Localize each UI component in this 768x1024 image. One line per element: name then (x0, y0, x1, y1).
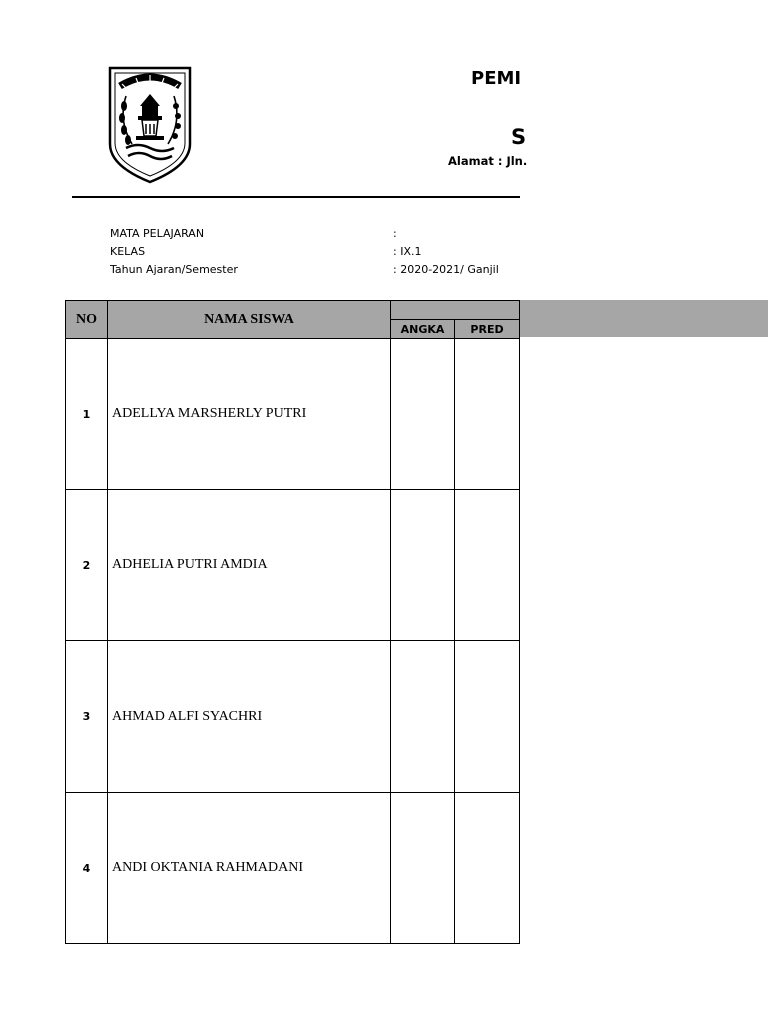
grade-cell[interactable] (454, 489, 520, 641)
row-number: 2 (65, 489, 108, 641)
school-address: Alamat : Jln. (448, 154, 528, 168)
subject-label: MATA PELAJARAN (110, 227, 205, 240)
grade-cell[interactable] (454, 792, 520, 944)
school-name: S (511, 125, 527, 149)
column-header-name: NAMA SISWA (107, 300, 391, 339)
row-number: 4 (65, 792, 108, 944)
grade-cell[interactable] (454, 338, 520, 490)
year-semester-value: : 2020-2021/ Ganjil (393, 263, 499, 276)
class-label: KELAS (110, 245, 146, 258)
grade-cell[interactable] (454, 640, 520, 793)
score-cell[interactable] (390, 792, 455, 944)
row-number: 3 (65, 640, 108, 793)
student-name: ADELLYA MARSHERLY PUTRI (107, 338, 391, 490)
row-number: 1 (65, 338, 108, 490)
subject-value: : (393, 227, 397, 240)
score-cell[interactable] (390, 489, 455, 641)
column-header-no: NO (65, 300, 108, 339)
regency-emblem-logo (106, 66, 194, 184)
column-header-grade: PRED (454, 319, 520, 339)
class-value: : IX.1 (393, 245, 422, 258)
score-cell[interactable] (390, 338, 455, 490)
column-header-score: ANGKA (390, 319, 455, 339)
column-header-group (390, 300, 520, 320)
student-name: ANDI OKTANIA RAHMADANI (107, 792, 391, 944)
header-band-extension (519, 300, 768, 337)
header-divider (72, 196, 520, 198)
year-semester-label: Tahun Ajaran/Semester (110, 263, 238, 276)
student-name: AHMAD ALFI SYACHRI (107, 640, 391, 793)
institution-title: PEMI (471, 68, 522, 89)
score-cell[interactable] (390, 640, 455, 793)
student-name: ADHELIA PUTRI AMDIA (107, 489, 391, 641)
